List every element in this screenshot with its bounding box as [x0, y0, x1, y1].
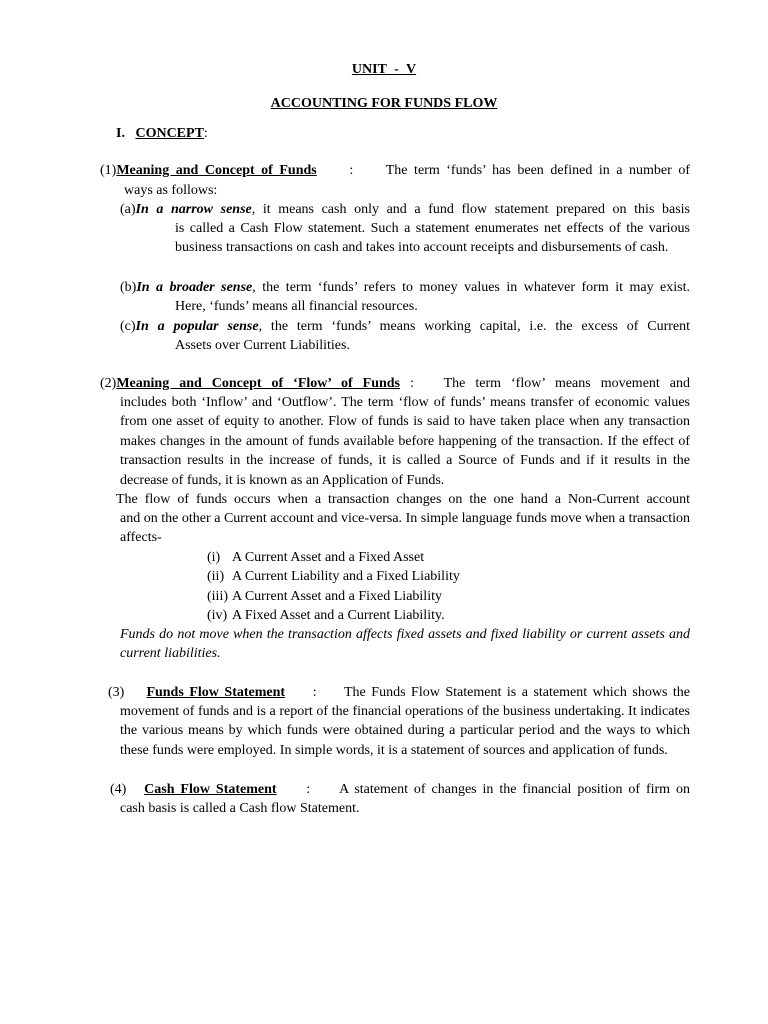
- s1-text-cont: ways as follows:: [124, 183, 218, 198]
- list-item-label: (iii): [207, 588, 228, 604]
- chapter-title: ACCOUNTING FOR FUNDS FLOW: [270, 96, 498, 111]
- s3-first-line: [108, 683, 690, 702]
- s2-note: Funds do not move when the transaction affects fixed assets and fixed liability or current assets and current liabilities.: [120, 627, 690, 662]
- s3-number: (3): [108, 685, 125, 700]
- s1b-lead: In a broader sense: [136, 280, 253, 295]
- list-item: [207, 567, 460, 586]
- s1-first-line: [100, 161, 690, 180]
- s2-heading: Meaning and Concept of ‘Flow’ of Funds: [116, 376, 401, 391]
- list-item-text: A Current Liability and a Fixed Liability: [232, 569, 460, 585]
- section-heading: [116, 124, 208, 143]
- s1b-first-line: [120, 278, 690, 297]
- s4-text-cont: cash basis is called a Cash flow Statement.: [120, 801, 360, 816]
- s1a-cont: is called a Cash Flow statement. Such a statement enumerates net effects of the various business transactions on cash and takes into account receipts and disbursements of cash.: [175, 221, 690, 256]
- s1b-label: (b): [120, 280, 137, 295]
- s1c-cont: Assets over Current Liabilities.: [175, 338, 350, 353]
- s1c-first-line: [120, 317, 690, 336]
- s4-text-first: A statement of changes in the financial position of firm on: [339, 782, 691, 797]
- s2-text-first: The term ‘flow’ means movement and: [443, 376, 691, 391]
- s1-heading: Meaning and Concept of Funds: [116, 163, 317, 178]
- s1b-first: , the term ‘funds’ refers to money values in whatever form it may exist.: [252, 280, 690, 295]
- unit-title: UNIT - V: [351, 62, 417, 77]
- s3-heading: Funds Flow Statement: [146, 685, 286, 700]
- list-item-text: A Current Asset and a Fixed Asset: [232, 550, 425, 565]
- list-item-label: (ii): [207, 569, 225, 585]
- s1-text-first: The term ‘funds’ has been defined in a number of: [385, 163, 690, 178]
- s4-heading: Cash Flow Statement: [144, 782, 277, 797]
- s2-para2-cont: and on the other a Current account and vice-versa. In simple language funds move when a transaction affects-: [120, 511, 690, 546]
- list-item-label: (i): [207, 550, 221, 565]
- s1a-label: (a): [120, 202, 136, 217]
- s1c-lead: In a popular sense: [135, 319, 259, 334]
- s2-number: (2): [100, 376, 117, 391]
- section-colon: :: [203, 126, 208, 141]
- list-item-label: (iv): [207, 608, 228, 624]
- s2-para2-first: The flow of funds occurs when a transaction changes on the one hand a Non-Current account: [116, 492, 690, 507]
- s1-separator: :: [349, 163, 354, 178]
- s2-text-cont: includes both ‘Inflow’ and ‘Outflow’. The term ‘flow of funds’ means transfer of economic values from one asset of equity to another. Flow of funds is said to have taken place when any transaction makes changes in the amount of funds available before happening of the transaction. If the effect of transaction results in the increase of funds, it is called a Source of Funds and if it results in the decrease of funds, it is known as an Application of Funds.: [120, 395, 690, 488]
- s3-separator: :: [312, 685, 317, 700]
- list-item: [207, 587, 460, 606]
- list-item: [207, 548, 460, 567]
- s1-number: (1): [100, 163, 117, 178]
- s2-separator: :: [410, 376, 414, 391]
- s3-text-first: The Funds Flow Statement is a statement which shows the: [343, 685, 691, 700]
- s3-text-cont: movement of funds and is a report of the financial operations of the business undertaking. It indicates the various means by which funds were obtained during a particular period and the ways to which these funds were employed. In simple words, it is a statement of sources and application of funds.: [120, 704, 690, 758]
- s1a-first: , it means cash only and a fund flow statement prepared on this basis: [251, 202, 690, 217]
- s4-separator: :: [306, 782, 311, 797]
- s1a-first-line: [120, 200, 690, 219]
- s4-first-line: [110, 780, 690, 799]
- s1b-cont: Here, ‘funds’ means all financial resources.: [175, 299, 418, 314]
- list-item-text: A Fixed Asset and a Current Liability.: [232, 608, 445, 624]
- list-item-text: A Current Asset and a Fixed Liability: [232, 588, 442, 604]
- s2-first-line: [100, 374, 690, 393]
- section-number: I.: [116, 126, 125, 141]
- s1c-label: (c): [120, 319, 136, 334]
- s1c-first: , the term ‘funds’ means working capital, i.e. the excess of Current: [258, 319, 690, 334]
- s2-list: [207, 548, 460, 626]
- s1a-lead: In a narrow sense: [135, 202, 252, 217]
- section-title: CONCEPT: [135, 126, 204, 141]
- list-item: [207, 606, 460, 625]
- s4-number: (4): [110, 782, 127, 797]
